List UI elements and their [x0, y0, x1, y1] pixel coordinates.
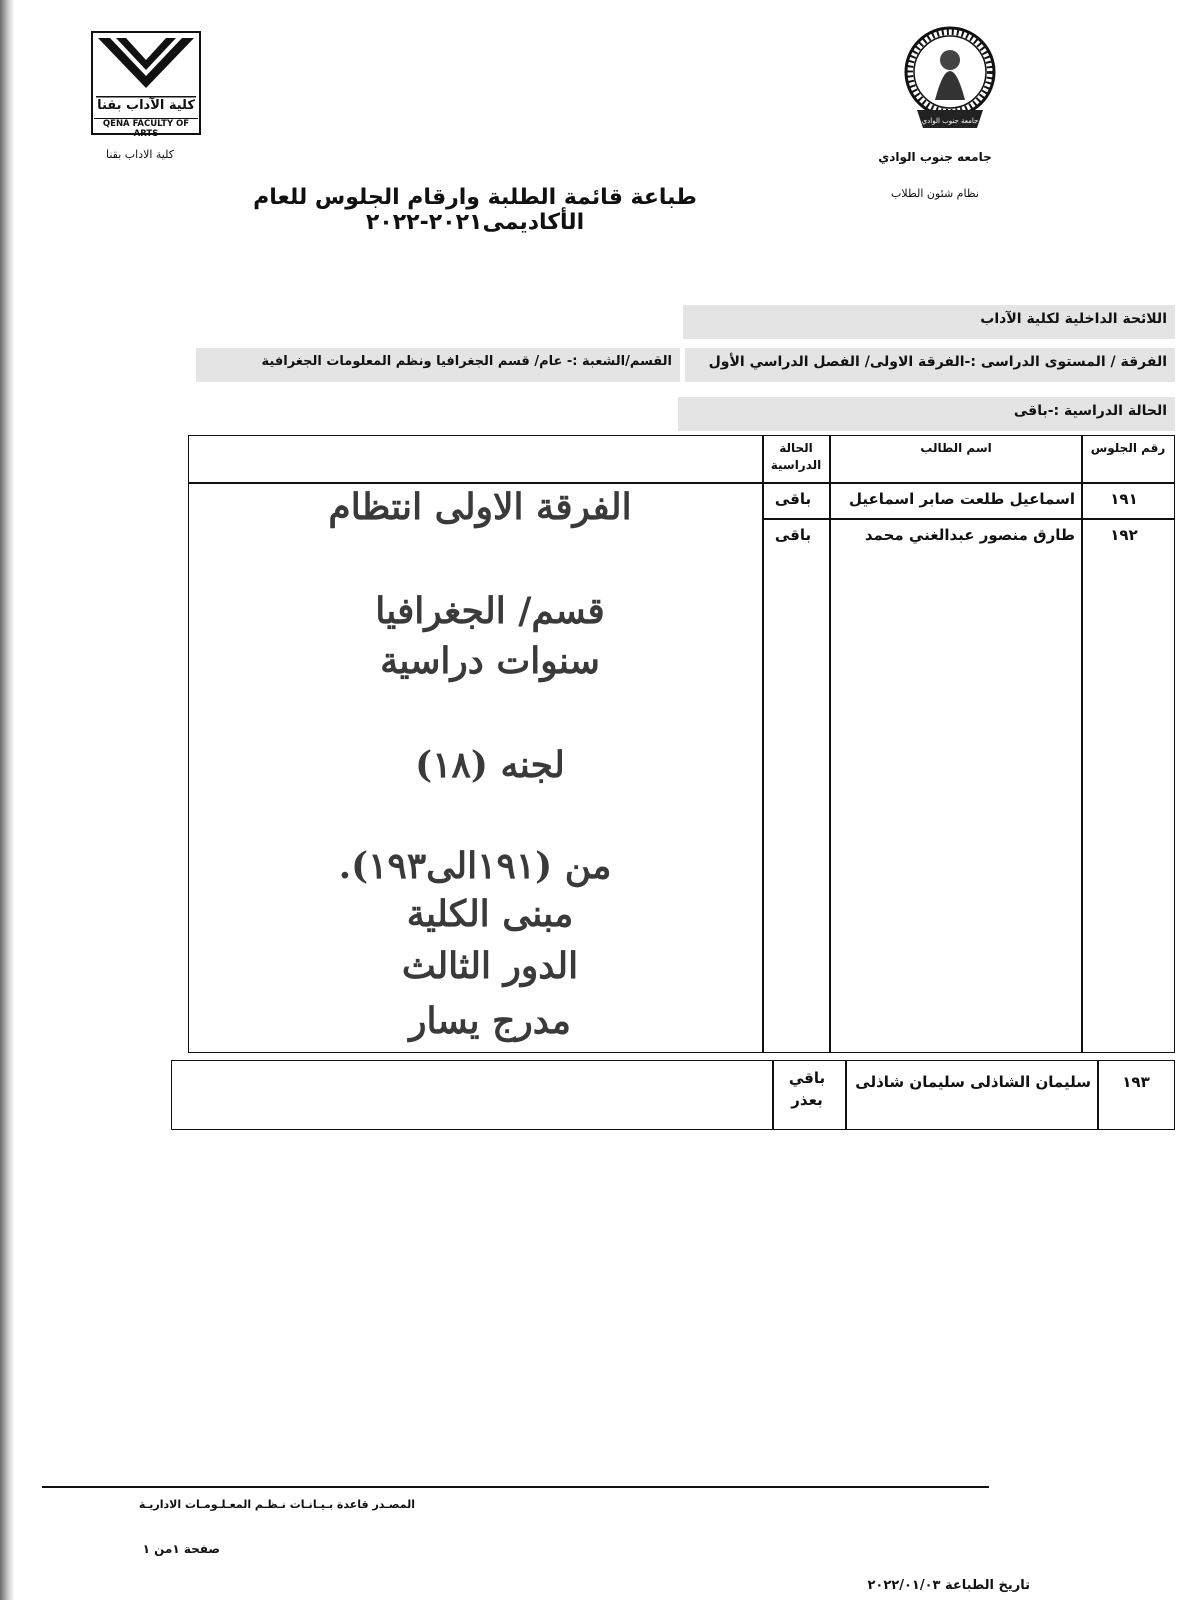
system-name: نظام شئون الطلاب	[891, 187, 979, 200]
faculty-logo-english: QENA FACULTY OF ARTS	[94, 118, 198, 139]
footer-print-date: تاريخ الطباعة ٢٠٢٢/٠١/٠٣	[867, 1578, 1030, 1593]
annotation-line-6: مبنى الكلية	[406, 893, 574, 935]
row3-seat: ١٩٣	[1122, 1073, 1150, 1091]
header-seat: رقم الجلوس	[1090, 441, 1166, 455]
university-logo	[895, 22, 1005, 142]
annotation-line-7: الدور الثالث	[401, 945, 579, 987]
footer-page-number: صفحة ١من ١	[142, 1542, 220, 1556]
page-title: طباعة قائمة الطلبة وارقام الجلوس للعام الأكاديمى٢٠٢١-٢٠٢٢	[253, 185, 697, 235]
faculty-logo-arabic: كلية الآداب بقنا	[97, 98, 195, 113]
row1-seat: ١٩١	[1110, 490, 1138, 508]
annotation-line-2: قسم/ الجغرافيا	[375, 590, 605, 632]
row1-status: باقى	[774, 490, 812, 508]
annotation-line-3: سنوات دراسية	[380, 640, 600, 682]
row1-name: اسماعيل طلعت صابر اسماعيل	[848, 490, 1075, 508]
header-name: اسم الطالب	[920, 441, 992, 455]
annotation-line-4: لجنه (١٨)	[415, 744, 565, 786]
footer-source: المصـدر قاعدة بـيـانـات نـظـم المعـلـومـات الاداريـة	[138, 1498, 415, 1511]
footer-divider	[42, 1486, 989, 1488]
annotation-line-8: مدرج يسار	[409, 1000, 571, 1042]
university-name: جامعه جنوب الوادي	[878, 150, 992, 164]
row3-name: سليمان الشاذلى سليمان شاذلى	[855, 1073, 1091, 1091]
department-bar: القسم/الشعبة :- عام/ قسم الجغرافيا ونظم المعلومات الجغرافية	[196, 348, 680, 382]
annotation-line-1: الفرقة الاولى انتظام	[328, 486, 632, 528]
scanned-page-edge	[0, 0, 14, 1600]
faculty-logo	[90, 30, 202, 139]
row2-status: باقى	[774, 526, 812, 544]
annotation-line-5: من (١٩١الى١٩٣).	[338, 845, 612, 887]
faculty-name: كلية الاداب بقنا	[105, 148, 175, 161]
row3-status: باقي بعذر	[788, 1069, 826, 1109]
level-bar: الفرقة / المستوى الدراسى :-الفرقة الاولى/ الفصل الدراسي الأول	[685, 348, 1175, 382]
svg-text:جامعة جنوب الوادي: جامعة جنوب الوادي	[921, 117, 979, 125]
regulation-bar: اللائحة الداخلية لكلية الآداب	[683, 305, 1175, 339]
row2-name: طارق منصور عبدالغني محمد	[864, 526, 1075, 544]
header-status: الحالة الدراسية	[770, 441, 822, 472]
status-bar: الحالة الدراسية :-باقى	[678, 397, 1175, 431]
students-table-continued	[171, 1060, 1175, 1130]
row2-seat: ١٩٢	[1110, 526, 1138, 544]
